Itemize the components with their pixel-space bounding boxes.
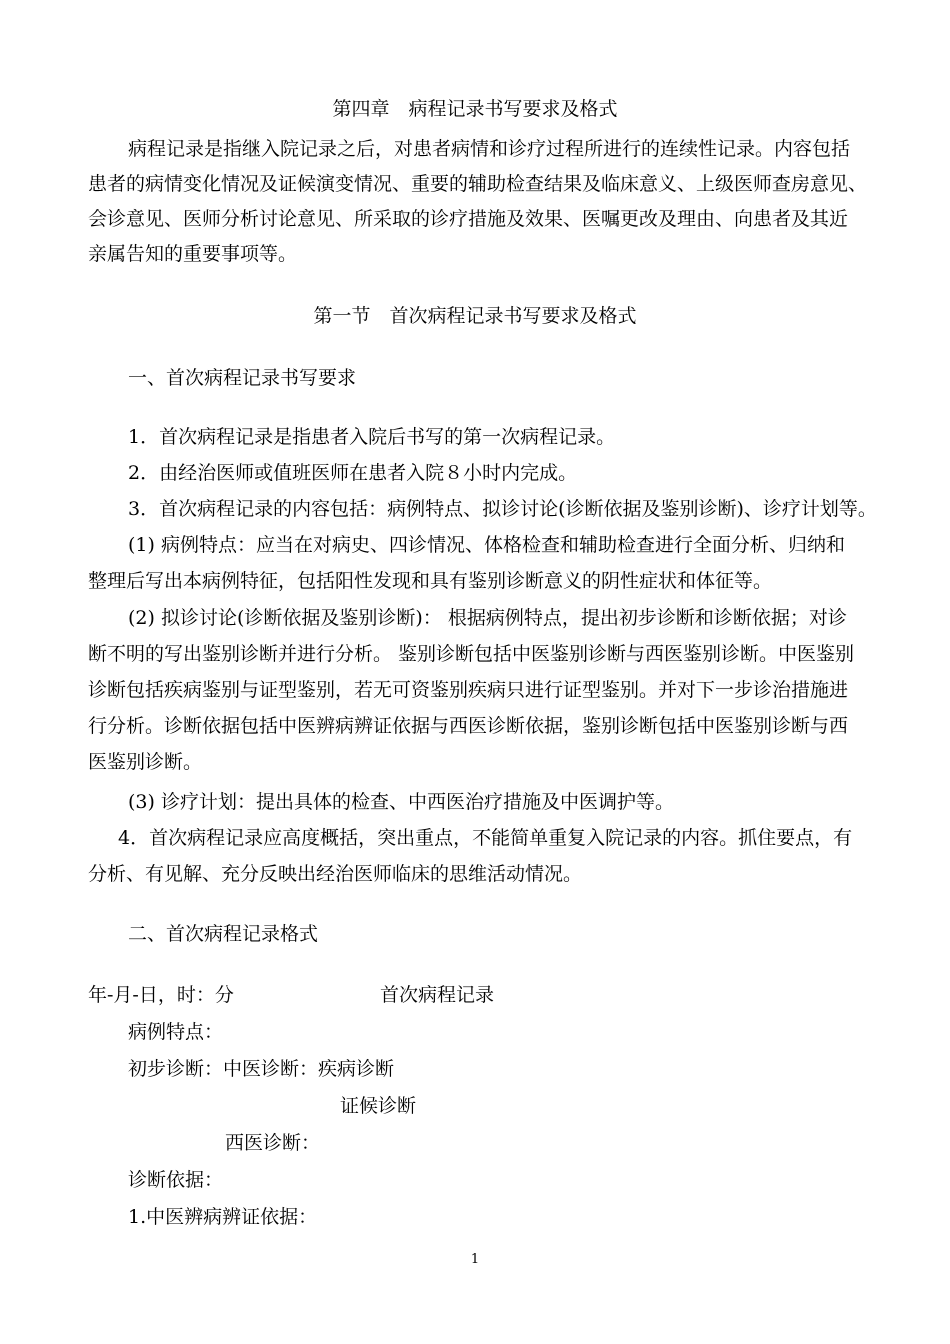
diagnosis-discussion-para: 行分析。诊断依据包括中医辨病辨证依据与西医诊断依据，鉴别诊断包括中医鉴别诊断与西 bbox=[88, 715, 849, 737]
intro-line: 亲属告知的重要事项等。 bbox=[88, 243, 298, 265]
record-title: 首次病程记录 bbox=[380, 984, 495, 1006]
date-time-label: 年-月-日，时：分 bbox=[88, 984, 234, 1006]
diagnosis-discussion-para: 医鉴别诊断。 bbox=[88, 751, 203, 773]
diagnosis-basis-label: 诊断依据： bbox=[128, 1169, 224, 1191]
syndrome-diagnosis-label: 证候诊断 bbox=[340, 1095, 417, 1117]
intro-line: 患者的病情变化情况及证候演变情况、重要的辅助检查结果及临床意义、上级医师查房意见、 bbox=[88, 173, 868, 195]
diagnosis-discussion-para: (2) 拟诊讨论(诊断依据及鉴别诊断)： 根据病例特点，提出初步诊断和诊断依据；对诊 bbox=[128, 607, 847, 629]
diagnosis-discussion-para: 诊断包括疾病鉴别与证型鉴别，若无可资鉴别疾病只进行证型鉴别。并对下一步诊治措施进 bbox=[88, 679, 849, 701]
requirement-item: 2．由经治医师或值班医师在患者入院８小时内完成。 bbox=[128, 462, 578, 484]
requirement-item: 1．首次病程记录是指患者入院后书写的第一次病程记录。 bbox=[128, 426, 616, 448]
section-title: 第一节 首次病程记录书写要求及格式 bbox=[313, 305, 637, 327]
western-diagnosis-label: 西医诊断： bbox=[225, 1132, 321, 1154]
diagnosis-discussion-para: 断不明的写出鉴别诊断并进行分析。 鉴别诊断包括中医鉴别诊断与西医鉴别诊断。中医鉴别 bbox=[88, 643, 855, 665]
requirement-item: 3．首次病程记录的内容包括：病例特点、拟诊讨论(诊断依据及鉴别诊断)、诊疗计划等。 bbox=[128, 498, 877, 520]
chapter-title: 第四章 病程记录书写要求及格式 bbox=[332, 98, 618, 120]
intro-line: 会诊意见、医师分析讨论意见、所采取的诊疗措施及效果、医嘱更改及理由、向患者及其近 bbox=[88, 208, 849, 230]
intro-line: 病程记录是指继入院记录之后，对患者病情和诊疗过程所进行的连续性记录。内容包括 bbox=[128, 138, 851, 160]
heading-format: 二、首次病程记录格式 bbox=[128, 923, 319, 945]
page-number: 1 bbox=[470, 1252, 480, 1267]
requirement-item: 分析、有见解、充分反映出经治医师临床的思维活动情况。 bbox=[88, 863, 583, 885]
case-features-para: (1) 病例特点：应当在对病史、四诊情况、体格检查和辅助检查进行全面分析、归纳和 bbox=[128, 534, 845, 556]
requirement-item: 4．首次病程记录应高度概括，突出重点，不能简单重复入院记录的内容。抓住要点，有 bbox=[118, 827, 853, 849]
preliminary-diagnosis-label: 初步诊断：中医诊断：疾病诊断 bbox=[128, 1058, 395, 1080]
case-features-label: 病例特点： bbox=[128, 1021, 224, 1043]
case-features-para: 整理后写出本病例特征，包括阳性发现和具有鉴别诊断意义的阴性症状和体征等。 bbox=[88, 570, 773, 592]
heading-requirements: 一、首次病程记录书写要求 bbox=[128, 367, 357, 389]
treatment-plan-para: (3) 诊疗计划：提出具体的检查、中西医治疗措施及中医调护等。 bbox=[128, 791, 674, 813]
tcm-basis-label: 1.中医辨病辨证依据： bbox=[128, 1206, 318, 1228]
